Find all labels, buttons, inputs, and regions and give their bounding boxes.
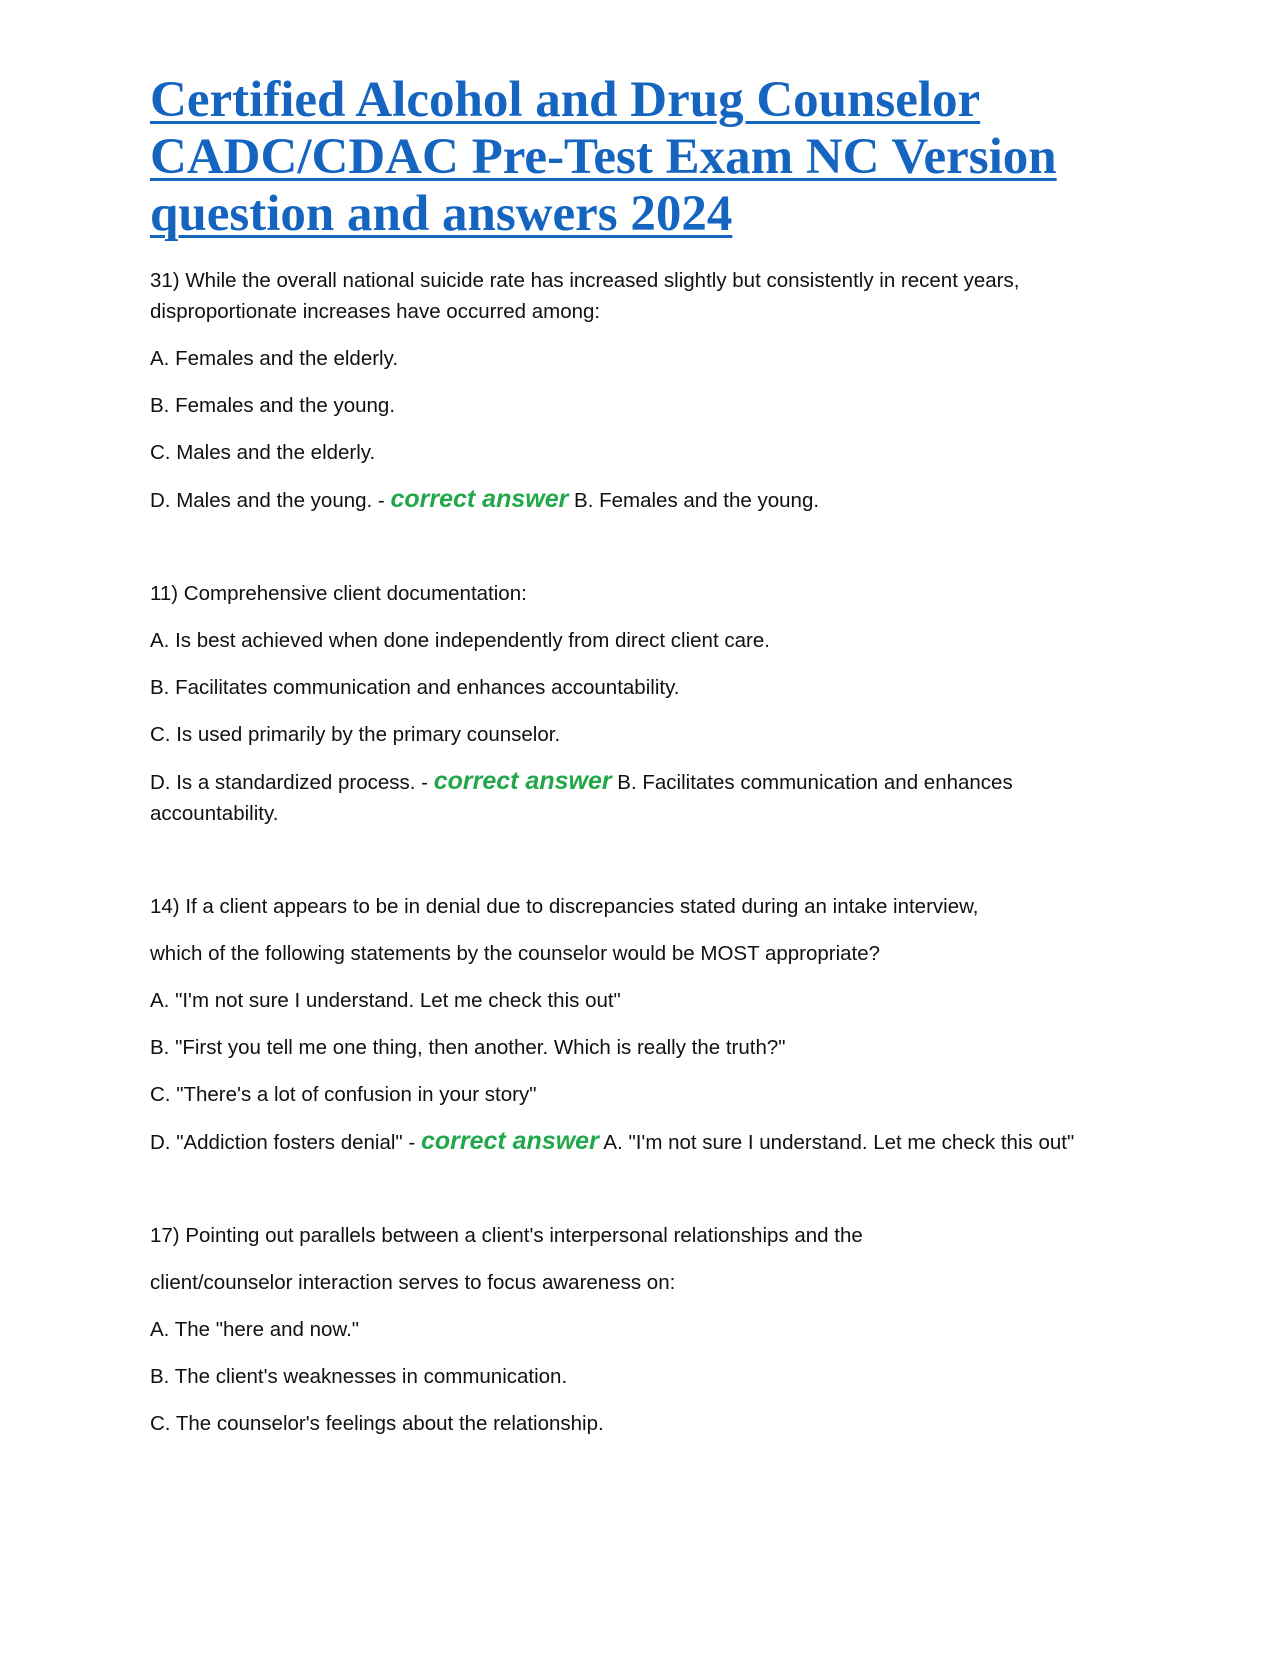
- spacer: [150, 516, 1130, 578]
- question-stem: client/counselor interaction serves to focus awareness on:: [150, 1271, 676, 1294]
- question-stem: disproportionate increases have occurred among:: [150, 300, 601, 323]
- question-14: [150, 891, 1130, 1158]
- option-c: C. Males and the elderly.: [150, 441, 376, 464]
- title-line-2: CADC/CDAC Pre-Test Exam NC Version: [150, 129, 1057, 185]
- spacer: [150, 1158, 1130, 1220]
- option-a: A. The "here and now.": [150, 1318, 360, 1341]
- option-d-with-answer: [150, 766, 1130, 829]
- option-c: C. Is used primarily by the primary counselor.: [150, 723, 561, 746]
- option-c: C. "There's a lot of confusion in your story": [150, 1083, 537, 1106]
- option-d: D. Is a standardized process. -: [150, 771, 429, 794]
- question-stem: which of the following statements by the counselor would be MOST appropriate?: [150, 942, 881, 965]
- option-b: B. "First you tell me one thing, then another. Which is really the truth?": [150, 1036, 786, 1059]
- answer-text: B. Facilitates communication and enhances accountability.: [150, 771, 1013, 825]
- option-d-with-answer: [150, 1126, 1130, 1158]
- option-a: A. "I'm not sure I understand. Let me check this out": [150, 989, 621, 1012]
- question-11: [150, 578, 1130, 829]
- question-17: [150, 1220, 1130, 1439]
- option-c: C. The counselor's feelings about the relationship.: [150, 1412, 604, 1435]
- answer-text: A. "I'm not sure I understand. Let me check this out": [603, 1131, 1075, 1154]
- option-b: B. Facilitates communication and enhances accountability.: [150, 676, 680, 699]
- question-stem: 14) If a client appears to be in denial due to discrepancies stated during an intake interview,: [150, 895, 979, 918]
- answer-text: B. Females and the young.: [574, 489, 820, 512]
- option-b: B. Females and the young.: [150, 394, 396, 417]
- question-stem: 11) Comprehensive client documentation:: [150, 582, 527, 605]
- document-title-link[interactable]: [150, 72, 1130, 243]
- correct-answer-marker: correct answer: [390, 485, 569, 513]
- option-a: A. Is best achieved when done independently from direct client care.: [150, 629, 770, 652]
- question-31: [150, 265, 1130, 516]
- correct-answer-marker: correct answer: [420, 1127, 599, 1155]
- option-d: D. "Addiction fosters denial" -: [150, 1131, 416, 1154]
- correct-answer-marker: correct answer: [433, 767, 612, 795]
- question-stem: 17) Pointing out parallels between a client's interpersonal relationships and the: [150, 1224, 863, 1247]
- spacer: [150, 829, 1130, 891]
- title-line-1: Certified Alcohol and Drug Counselor: [150, 72, 981, 128]
- document-page: [150, 72, 1130, 1455]
- title-line-3: question and answers 2024: [150, 186, 733, 242]
- question-stem: 31) While the overall national suicide rate has increased slightly but consistently in recent years,: [150, 269, 1020, 292]
- option-d: D. Males and the young. -: [150, 489, 385, 512]
- option-d-with-answer: [150, 484, 1130, 516]
- option-b: B. The client's weaknesses in communication.: [150, 1365, 568, 1388]
- option-a: A. Females and the elderly.: [150, 347, 399, 370]
